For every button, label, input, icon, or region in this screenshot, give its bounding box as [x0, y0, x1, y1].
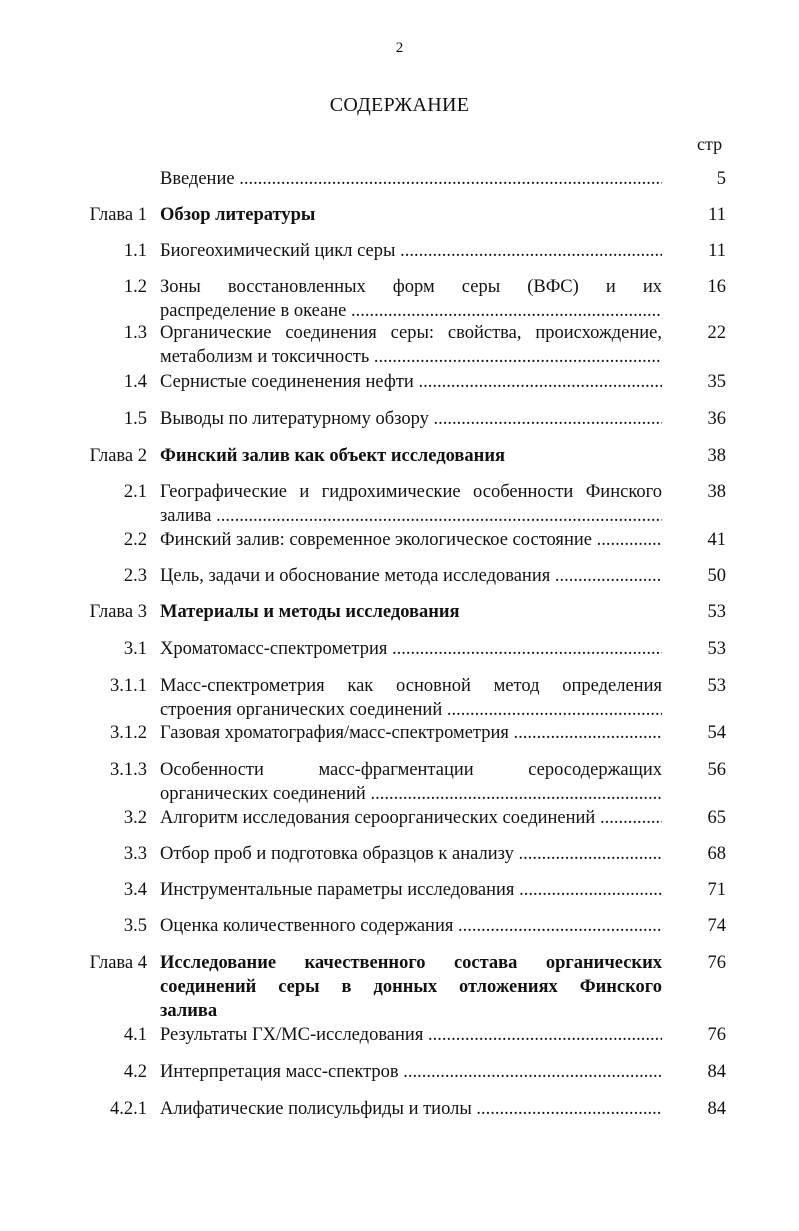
toc-entry-title: Финский залив как объект исследования — [160, 446, 505, 466]
toc-section-number: 3.1.3 — [110, 760, 147, 780]
toc-page-number: 53 — [707, 602, 726, 622]
toc-entry-title: Финский залив: современное экологическое состояние — [160, 530, 592, 550]
toc-entry-title: Хроматомасс-спектрометрия — [160, 639, 388, 659]
dot-leader — [592, 530, 662, 550]
toc-entry-title: Алгоритм исследования сероорганических соединений — [160, 808, 596, 828]
toc-page-number: 74 — [707, 916, 726, 936]
toc-chapter-label: Глава 2 — [89, 446, 147, 466]
toc-entry-title-line-1: Географические и гидрохимические особенности Финского — [160, 482, 662, 502]
toc-entry-title-line-1: Масс-спектрометрия как основной метод определения — [160, 676, 662, 696]
toc-page-number: 50 — [707, 566, 726, 586]
dot-leader — [472, 1099, 662, 1119]
dot-leader — [514, 844, 662, 864]
toc-entry-title: Газовая хроматография/масс-спектрометрия — [160, 723, 509, 743]
toc-section-number: 1.2 — [123, 277, 147, 297]
toc-section-number: 1.1 — [123, 241, 147, 261]
dot-leader — [369, 347, 662, 367]
toc-section-number: 3.3 — [123, 844, 147, 864]
dot-leader — [423, 1025, 662, 1045]
toc-entry-title-line-3: залива — [160, 1001, 218, 1021]
dot-leader — [414, 372, 662, 392]
toc-entry-title-line-2: строения органических соединений — [160, 700, 443, 720]
toc-section-number: 2.3 — [123, 566, 147, 586]
dot-leader — [235, 169, 662, 189]
dot-leader — [429, 409, 662, 429]
toc-entry-title-line-2: распределение в океане — [160, 301, 347, 321]
page-title: СОДЕРЖАНИЕ — [329, 94, 470, 116]
toc-entry-title-line-1: Особенности масс-фрагментации серосодержащих — [160, 760, 662, 780]
toc-entry-title-line-2: соединений серы в донных отложениях Финского — [160, 977, 662, 997]
dot-leader — [395, 241, 662, 261]
toc-entry-title-line-2: метаболизм и токсичность — [160, 347, 370, 367]
dot-leader — [399, 1062, 662, 1082]
toc-page-number: 65 — [707, 808, 726, 828]
toc-page-number: 38 — [707, 482, 726, 502]
toc-page-number: 68 — [707, 844, 726, 864]
toc-page-number: 36 — [707, 409, 726, 429]
toc-page-number: 11 — [708, 241, 726, 261]
toc-entry-title: Результаты ГХ/МС-исследования — [160, 1025, 424, 1045]
toc-entry-title: Выводы по литературному обзору — [160, 409, 429, 429]
toc-page-number: 38 — [707, 446, 726, 466]
toc-page-number: 76 — [707, 953, 726, 973]
dot-leader — [453, 916, 662, 936]
toc-entry-title-line-1: Органические соединения серы: свойства, происхождение, — [160, 323, 662, 343]
toc-page-number: 22 — [707, 323, 726, 343]
dot-leader — [514, 880, 662, 900]
toc-page-number: 11 — [708, 205, 726, 225]
toc-entry-title-line-1: Зоны восстановленных форм серы (ВФС) и их — [160, 277, 662, 297]
toc-page-number: 54 — [707, 723, 726, 743]
toc-section-number: 2.1 — [123, 482, 147, 502]
toc-entry-title: Цель, задачи и обоснование метода исследования — [160, 566, 551, 586]
toc-entry-title: Интерпретация масс-спектров — [160, 1062, 399, 1082]
pages-column-label: стр — [697, 134, 723, 154]
dot-leader — [212, 506, 662, 526]
toc-section-number: 3.1 — [123, 639, 147, 659]
toc-page-number: 76 — [707, 1025, 726, 1045]
toc-entry-title: Отбор проб и подготовка образцов к анализу — [160, 844, 514, 864]
toc-entry-title: Материалы и методы исследования — [160, 602, 460, 622]
toc-entry-title: Оценка количественного содержания — [160, 916, 454, 936]
toc-entry-title-line-2: органических соединений — [160, 784, 366, 804]
dot-leader — [550, 566, 662, 586]
toc-page-number: 84 — [707, 1062, 726, 1082]
toc-page-number: 56 — [707, 760, 726, 780]
dot-leader — [595, 808, 662, 828]
toc-section-number: 2.2 — [123, 530, 147, 550]
toc-page-number: 16 — [707, 277, 726, 297]
toc-page-number: 84 — [707, 1099, 726, 1119]
toc-entry-title-line-1: Исследование качественного состава органических — [160, 953, 662, 973]
page-number: 2 — [395, 40, 404, 56]
toc-chapter-label: Глава 1 — [89, 205, 147, 225]
toc-section-number: 4.2 — [123, 1062, 147, 1082]
toc-entry-title: Биогеохимический цикл серы — [160, 241, 396, 261]
toc-page-number: 53 — [707, 639, 726, 659]
toc-chapter-label: Глава 3 — [89, 602, 147, 622]
toc-entry-title: Обзор литературы — [160, 205, 316, 225]
toc-section-number: 1.5 — [123, 409, 147, 429]
toc-section-number: 3.1.1 — [110, 676, 147, 696]
dot-leader — [442, 700, 662, 720]
toc-section-number: 4.1 — [123, 1025, 147, 1045]
toc-section-number: 1.3 — [123, 323, 147, 343]
dot-leader — [346, 301, 662, 321]
toc-section-number: 3.5 — [123, 916, 147, 936]
toc-entry-title: Инструментальные параметры исследования — [160, 880, 515, 900]
dot-leader — [366, 784, 662, 804]
toc-chapter-label: Глава 4 — [89, 953, 147, 973]
dot-leader — [509, 723, 662, 743]
toc-entry-title: Сернистые соединенения нефти — [160, 372, 414, 392]
toc-section-number: 3.2 — [123, 808, 147, 828]
toc-page-number: 5 — [716, 169, 726, 189]
toc-page-number: 35 — [707, 372, 726, 392]
toc-entry-title-line-2: залива — [160, 506, 212, 526]
toc-page-number: 71 — [707, 880, 726, 900]
toc-page-number: 41 — [707, 530, 726, 550]
toc-entry-title: Введение — [160, 169, 235, 189]
toc-section-number: 1.4 — [123, 372, 147, 392]
toc-section-number: 3.1.2 — [110, 723, 147, 743]
toc-section-number: 3.4 — [123, 880, 147, 900]
dot-leader — [387, 639, 662, 659]
toc-entry-title: Алифатические полисульфиды и тиолы — [160, 1099, 472, 1119]
toc-page-number: 53 — [707, 676, 726, 696]
toc-section-number: 4.2.1 — [110, 1099, 147, 1119]
